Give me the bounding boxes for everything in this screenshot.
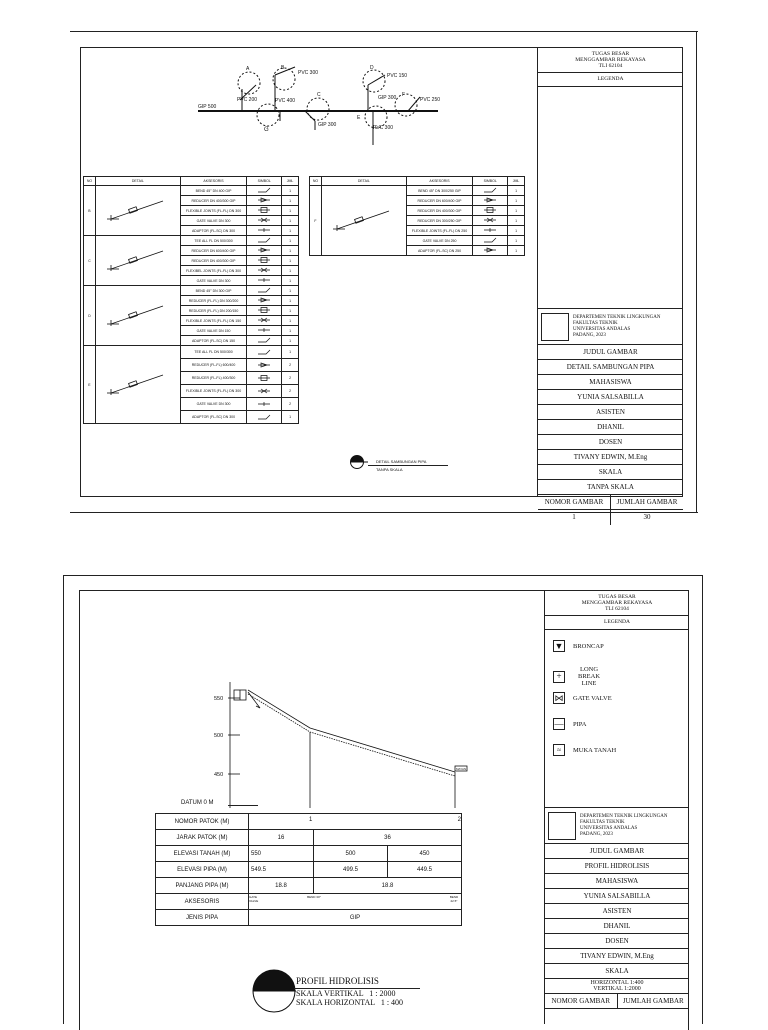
sheet-2-top-rule	[63, 575, 703, 576]
broncap-icon: ▼	[554, 640, 564, 651]
tb2-skala-label: SKALA	[545, 964, 689, 979]
pipe-label-pvc250: PVC 250	[420, 97, 441, 103]
pipe-label-pvc200: PVC 200	[237, 97, 258, 103]
tb2-judul-value: PROFIL HIDROLISIS	[545, 859, 689, 874]
accessory-qty: 1	[282, 216, 299, 226]
tb1-legend-area	[538, 87, 683, 309]
tb2-skala-vertical: VERTIKAL 1:2000	[593, 986, 641, 992]
accessory-qty: 1	[282, 206, 299, 216]
tb2-dept-line3: UNIVERSITAS ANDALAS	[580, 825, 638, 831]
elev-pipa-3: 449.5	[388, 862, 462, 878]
tb2-dept	[545, 808, 689, 844]
sheet-1-top-rule	[70, 31, 698, 32]
tb2-asisten-label: ASISTEN	[545, 904, 689, 919]
y-tick-500: 500	[214, 733, 224, 739]
legend-muka-tanah	[553, 744, 616, 756]
pipe-label-gip300b: GIP 300	[378, 95, 397, 101]
acc-left-header-aksesoris: AKSESORIS	[180, 177, 247, 186]
accessory-item: REDUCER DN 400/300 GIP	[180, 196, 247, 206]
tb1-header-line2: MENGGAMBAR REKAYASA	[575, 56, 646, 63]
legend-long-break-label: LONG BREAK LINE	[577, 666, 601, 687]
profile-data-table	[155, 813, 462, 926]
legend-broncap-label: BRONCAP	[573, 642, 604, 650]
elev-pipa-1: 549.5	[249, 862, 314, 878]
accessory-item: REDUCER DN 600/400 GIP	[406, 196, 473, 206]
tb2-header-line2: MENGGAMBAR REKAYASA	[581, 599, 653, 606]
elev-tanah-2: 500	[314, 846, 388, 862]
elev-pipa-2: 499.5	[314, 862, 388, 878]
acc-right-header-aksesoris: AKSESORIS	[406, 177, 473, 186]
accessory-qty: 1	[282, 256, 299, 266]
tb1-jumlah-label: JUMLAH GAMBAR	[616, 497, 678, 506]
accessory-qty: 1	[508, 226, 525, 236]
profile-end-label: MAYAN	[456, 767, 467, 771]
caption-2-horizontal: SKALA HORIZONTAL 1 : 400	[296, 998, 404, 1007]
caption-disc-icon	[346, 455, 368, 469]
accessory-item: GATE VALVE DN 300	[180, 276, 247, 286]
pipa-icon: —	[554, 718, 564, 729]
acc-left-group-e-detail-drawing	[95, 346, 180, 424]
y-tick-550: 550	[214, 696, 224, 702]
tb2-dept-line4: PADANG, 2023	[580, 831, 613, 837]
tb1-logo	[541, 313, 569, 341]
accessory-symbol-icon	[473, 206, 508, 216]
legend-gate-valve-label: GATE VALVE	[573, 694, 612, 702]
elev-tanah-1: 550	[249, 846, 314, 862]
caption-2-title: PROFIL HIDROLISIS	[296, 976, 379, 986]
acc-right-header-no: NO	[310, 177, 322, 186]
accessory-item: GATE VALVE DN 300	[180, 398, 247, 411]
accessory-item: BEND 45° DN 300/250 GIP	[406, 186, 473, 196]
accessory-qty: 1	[282, 276, 299, 286]
accessory-qty: 1	[282, 236, 299, 246]
acc-left-group-c-no: C	[84, 236, 96, 286]
accessory-item: REDUCER DN 400/300 GIP	[406, 206, 473, 216]
row-panjang-pipa	[156, 878, 462, 894]
sheet-2-caption	[252, 969, 432, 1013]
tb1-asisten-label: ASISTEN	[538, 405, 683, 420]
accessory-item: BEND 45° DN 300 GIP	[180, 286, 247, 296]
accessory-symbol-icon	[247, 359, 282, 372]
accessory-qty: 1	[282, 306, 299, 316]
accessory-item: REDUCER (FL-FL) 400/300	[180, 372, 247, 385]
tb2-dept-line2: FAKULTAS TEKNIK	[580, 819, 625, 825]
accessory-symbol-icon	[247, 286, 282, 296]
acc-right-header-detail: DETAIL	[321, 177, 406, 186]
accessory-symbol-icon	[247, 216, 282, 226]
accessory-qty: 2	[282, 372, 299, 385]
tb1-nomor-row	[538, 495, 683, 510]
table-row	[84, 186, 299, 196]
aksesoris-gate-valve: GATE VALVE	[249, 895, 259, 903]
accessory-symbol-icon	[247, 385, 282, 398]
accessory-symbol-icon	[247, 266, 282, 276]
pipe-label-pvc400: PVC 400	[275, 98, 296, 104]
accessory-symbol-icon	[247, 336, 282, 346]
accessory-item: REDUCER (FL-FL) DN 300/200	[180, 296, 247, 306]
caption-underline	[368, 465, 448, 466]
tb2-mahasiswa-value: YUNIA SALSABILLA	[545, 889, 689, 904]
jenis-pipa-value: GIP	[249, 910, 462, 926]
accessory-symbol-icon	[247, 246, 282, 256]
accessory-item: REDUCER DN 400/300 GIP	[180, 256, 247, 266]
patok-2: 2	[457, 817, 461, 823]
accessory-symbol-icon	[473, 196, 508, 206]
accessory-symbol-icon	[473, 236, 508, 246]
tb1-dept-line3: UNIVERSITAS ANDALAS	[573, 326, 631, 332]
accessory-qty: 1	[282, 411, 299, 424]
tb1-nomor-label: NOMOR GAMBAR	[538, 495, 611, 509]
tb2-legend-label: LEGENDA	[545, 616, 689, 630]
pipe-network-diagram	[180, 55, 460, 145]
tb2-dosen-label: DOSEN	[545, 934, 689, 949]
acc-left-group-d-no: D	[84, 286, 96, 346]
tb2-legend-area	[545, 630, 689, 808]
title-block-1	[537, 47, 683, 521]
table-row	[84, 236, 299, 246]
table-row	[84, 286, 299, 296]
acc-right-header-jml: JML	[508, 177, 525, 186]
pipe-label-pvc300a: PVC 300	[298, 70, 319, 76]
tb1-dept-line4: PADANG, 2023	[573, 332, 606, 338]
acc-left-header-jml: JML	[282, 177, 299, 186]
accessory-qty: 1	[508, 206, 525, 216]
table-row	[84, 346, 299, 359]
accessory-qty: 1	[508, 246, 525, 256]
accessory-symbol-icon	[247, 276, 282, 286]
acc-left-group-c-detail-drawing	[95, 236, 180, 286]
node-label-g: G	[264, 127, 269, 133]
tb2-jumlah-label: JUMLAH GAMBAR	[622, 996, 684, 1005]
row-jarak-patok	[156, 830, 462, 846]
legend-muka-tanah-label: MUKA TANAH	[573, 746, 617, 754]
acc-right-group-f-no: F	[310, 186, 322, 256]
accessory-qty: 1	[282, 196, 299, 206]
tb2-nomor-label: NOMOR GAMBAR	[545, 994, 618, 1008]
accessory-qty: 2	[282, 385, 299, 398]
tb1-header-line3: TLI 62104	[598, 62, 623, 69]
accessory-symbol-icon	[247, 398, 282, 411]
accessory-item: ADAPTOR (FL-SC) DN 150	[180, 336, 247, 346]
accessory-item: TEE ALL FL DN 500/300	[180, 236, 247, 246]
tb1-dept	[538, 309, 683, 345]
row-elevasi-tanah-label: ELEVASI TANAH (M)	[156, 846, 249, 862]
acc-right-group-f-detail-drawing	[321, 186, 406, 256]
accessory-symbol-icon	[247, 226, 282, 236]
acc-left-header-simbol: SIMBOL	[247, 177, 282, 186]
accessory-symbol-icon	[473, 226, 508, 236]
sheet-1-right-rule	[696, 31, 697, 513]
datum-label: DATUM 0 M	[181, 800, 214, 806]
node-label-d: D	[370, 65, 374, 71]
node-label-b: B	[281, 65, 285, 71]
accessories-table-left	[83, 176, 299, 424]
tb2-dept-line1: DEPARTEMEN TEKNIK LINGKUNGAN	[580, 813, 668, 819]
tb1-skala-label: SKALA	[538, 465, 683, 480]
accessory-item: FLEXIBLE JOINTS (FL-FL) DN 150	[180, 316, 247, 326]
node-label-f: F	[402, 92, 406, 98]
accessory-qty: 1	[282, 286, 299, 296]
row-elevasi-pipa-label: ELEVASI PIPA (M)	[156, 862, 249, 878]
jarak-2: 36	[314, 830, 462, 846]
node-label-e: E	[357, 115, 361, 121]
accessory-symbol-icon	[247, 411, 282, 424]
pipe-label-pvc300b: PVC 300	[373, 125, 394, 131]
accessory-qty: 1	[282, 336, 299, 346]
patok-1: 1	[309, 817, 313, 823]
row-jenis-pipa-label: JENIS PIPA	[156, 910, 249, 926]
tb2-asisten-value: DHANIL	[545, 919, 689, 934]
tb1-dept-text	[573, 315, 660, 339]
row-panjang-pipa-label: PANJANG PIPA (M)	[156, 878, 249, 894]
accessory-qty: 2	[282, 398, 299, 411]
caption-2-vertical: SKALA VERTIKAL 1 : 2000	[296, 989, 396, 998]
row-jarak-patok-label: JARAK PATOK (M)	[156, 830, 249, 846]
tb2-skala-value	[545, 979, 689, 994]
gate-valve-icon: ⋈	[554, 692, 564, 703]
pipe-label-pvc150: PVC 150	[387, 73, 408, 79]
sheet-2	[0, 560, 768, 1024]
elev-tanah-3: 450	[388, 846, 462, 862]
tb1-asisten-value: DHANIL	[538, 420, 683, 435]
accessory-symbol-icon	[473, 246, 508, 256]
panjang-2: 18.8	[314, 878, 462, 894]
accessory-qty: 1	[508, 186, 525, 196]
tb1-legend-label: LEGENDA	[538, 73, 683, 87]
accessory-item: FLEXIBLE JOINTS (FL-FL) DN 300	[180, 206, 247, 216]
accessory-symbol-icon	[247, 316, 282, 326]
accessory-symbol-icon	[247, 196, 282, 206]
tb2-dosen-value: TIVANY EDWIN, M.Eng	[545, 949, 689, 964]
legend-broncap	[553, 640, 604, 652]
tb2-dept-text	[580, 814, 667, 838]
acc-left-group-b-no: B	[84, 186, 96, 236]
accessory-qty: 1	[282, 266, 299, 276]
accessory-item: FLEXIBLE JOINTS (FL-FL) DN 300	[180, 385, 247, 398]
tb1-judul-label: JUDUL GAMBAR	[538, 345, 683, 360]
legend-long-break	[553, 666, 605, 687]
accessory-item: ADAPTOR (FL-SC) DN 250	[406, 246, 473, 256]
row-jenis-pipa	[156, 910, 462, 926]
accessory-qty: 1	[282, 186, 299, 196]
hydraulic-profile	[200, 678, 470, 808]
accessory-qty: 1	[508, 236, 525, 246]
y-tick-450: 450	[214, 772, 224, 778]
acc-left-header-row	[84, 177, 299, 186]
tb2-header	[545, 590, 689, 616]
accessory-qty: 1	[282, 316, 299, 326]
acc-left-header-no: NO	[84, 177, 96, 186]
tb2-header-line1: TUGAS BESAR	[598, 593, 636, 600]
accessory-qty: 1	[282, 296, 299, 306]
pipe-label-gip500: GIP 500	[198, 104, 217, 110]
accessories-table-right	[309, 176, 525, 256]
row-aksesoris-label: AKSESORIS	[156, 894, 249, 910]
tb1-mahasiswa-value: YUNIA SALSABILLA	[538, 390, 683, 405]
legend-pipa-label: PIPA	[573, 720, 587, 728]
accessory-item: REDUCER (FL-FL) DN 200/150	[180, 306, 247, 316]
long-break-icon: +	[553, 671, 565, 683]
accessory-symbol-icon	[247, 306, 282, 316]
tb1-nomor-value: 1	[538, 510, 611, 525]
tb2-nomor-row	[545, 994, 689, 1009]
datum-line	[228, 805, 258, 806]
node-label-c: C	[317, 92, 321, 98]
tb1-jumlah-value: 30	[643, 513, 651, 521]
acc-left-group-e-no: E	[84, 346, 96, 424]
accessory-symbol-icon	[247, 326, 282, 336]
tb2-skala-horizontal: HORIZONTAL 1:400	[590, 980, 644, 986]
jarak-1: 16	[249, 830, 314, 846]
row-elevasi-tanah	[156, 846, 462, 862]
accessory-item: FLEXIBLE JOINTS (FL-FL) DN 250	[406, 226, 473, 236]
title-block-2	[544, 590, 689, 1024]
accessory-qty: 1	[508, 216, 525, 226]
tb1-nomor-values	[538, 510, 683, 525]
accessory-symbol-icon	[473, 216, 508, 226]
acc-right-header-row	[310, 177, 525, 186]
accessory-item: GATE VALVE DN 150	[180, 326, 247, 336]
tb2-header-line3: TLI 62104	[605, 605, 629, 612]
accessory-item: GATE VALVE DN 250	[406, 236, 473, 246]
acc-left-group-b-detail-drawing	[95, 186, 180, 236]
accessory-qty: 1	[282, 246, 299, 256]
tb1-dept-line1: DEPARTEMEN TEKNIK LINGKUNGAN	[573, 314, 661, 320]
caption-2-disc-icon	[252, 969, 296, 1013]
accessory-qty: 1	[282, 346, 299, 359]
tb1-dosen-label: DOSEN	[538, 435, 683, 450]
row-nomor-patok-values	[249, 814, 462, 830]
accessory-qty: 1	[282, 326, 299, 336]
legend-pipa	[553, 718, 587, 730]
row-nomor-patok-label: NOMOR PATOK (M)	[156, 814, 249, 830]
aksesoris-bend-22: BEND 22.5°	[449, 895, 459, 903]
tb1-judul-value: DETAIL SAMBUNGAN PIPA	[538, 360, 683, 375]
sheet-2-right-rule	[702, 575, 703, 1024]
sheet-1-caption	[346, 455, 456, 475]
tb1-dept-line2: FAKULTAS TEKNIK	[573, 320, 618, 326]
node-label-a: A	[246, 66, 250, 72]
muka-tanah-icon: ≈	[553, 744, 565, 756]
row-elevasi-pipa	[156, 862, 462, 878]
accessory-qty: 1	[508, 196, 525, 206]
aksesoris-values	[249, 894, 462, 910]
acc-left-group-d-detail-drawing	[95, 286, 180, 346]
legend-gate-valve	[553, 692, 612, 704]
caption-title: DETAIL SAMBUNGAN PIPA	[376, 459, 427, 464]
accessory-item: FLEXIBEL JOINTS (FL-FL) DN 300	[180, 266, 247, 276]
accessory-item: ADAPTOR (FL-SC) DN 300	[180, 411, 247, 424]
table-row	[310, 186, 525, 196]
pipe-label-gip300a: GIP 300	[318, 122, 337, 128]
tb1-dosen-value: TIVANY EDWIN, M.Eng	[538, 450, 683, 465]
tb1-mahasiswa-label: MAHASISWA	[538, 375, 683, 390]
accessory-item: REDUCER (FL-FL) 600/400	[180, 359, 247, 372]
accessory-symbol-icon	[247, 256, 282, 266]
tb1-skala-value: TANPA SKALA	[538, 480, 683, 495]
accessory-symbol-icon	[247, 236, 282, 246]
tb2-mahasiswa-label: MAHASISWA	[545, 874, 689, 889]
tb2-judul-label: JUDUL GAMBAR	[545, 844, 689, 859]
accessory-symbol-icon	[247, 372, 282, 385]
accessory-item: TEE ALL FL DN 500/300	[180, 346, 247, 359]
caption-scale: TANPA SKALA	[376, 467, 403, 472]
panjang-1: 18.8	[249, 878, 314, 894]
accessory-item: ADAPTOR (FL-SC) DN 300	[180, 226, 247, 236]
accessory-symbol-icon	[247, 346, 282, 359]
sheet-2-left-rule	[63, 575, 64, 1024]
accessory-symbol-icon	[247, 186, 282, 196]
accessory-symbol-icon	[473, 186, 508, 196]
accessory-qty: 1	[282, 226, 299, 236]
accessory-item: REDUCER DN 600/400 GIP	[180, 246, 247, 256]
accessory-symbol-icon	[247, 206, 282, 216]
accessory-qty: 2	[282, 359, 299, 372]
tb2-logo	[548, 812, 576, 840]
accessory-item: GATE VALVE DN 300	[180, 216, 247, 226]
aksesoris-bend-30: BEND 30°	[307, 895, 321, 899]
tb1-header-line1: TUGAS BESAR	[591, 50, 630, 57]
tb1-header	[538, 47, 683, 73]
acc-right-header-simbol: SIMBOL	[473, 177, 508, 186]
accessory-item: BEND 45° DN 400 GIP	[180, 186, 247, 196]
accessory-item: REDUCER DN 300/250 GIP	[406, 216, 473, 226]
accessory-symbol-icon	[247, 296, 282, 306]
acc-left-header-detail: DETAIL	[95, 177, 180, 186]
row-aksesoris	[156, 894, 462, 910]
row-nomor-patok	[156, 814, 462, 830]
